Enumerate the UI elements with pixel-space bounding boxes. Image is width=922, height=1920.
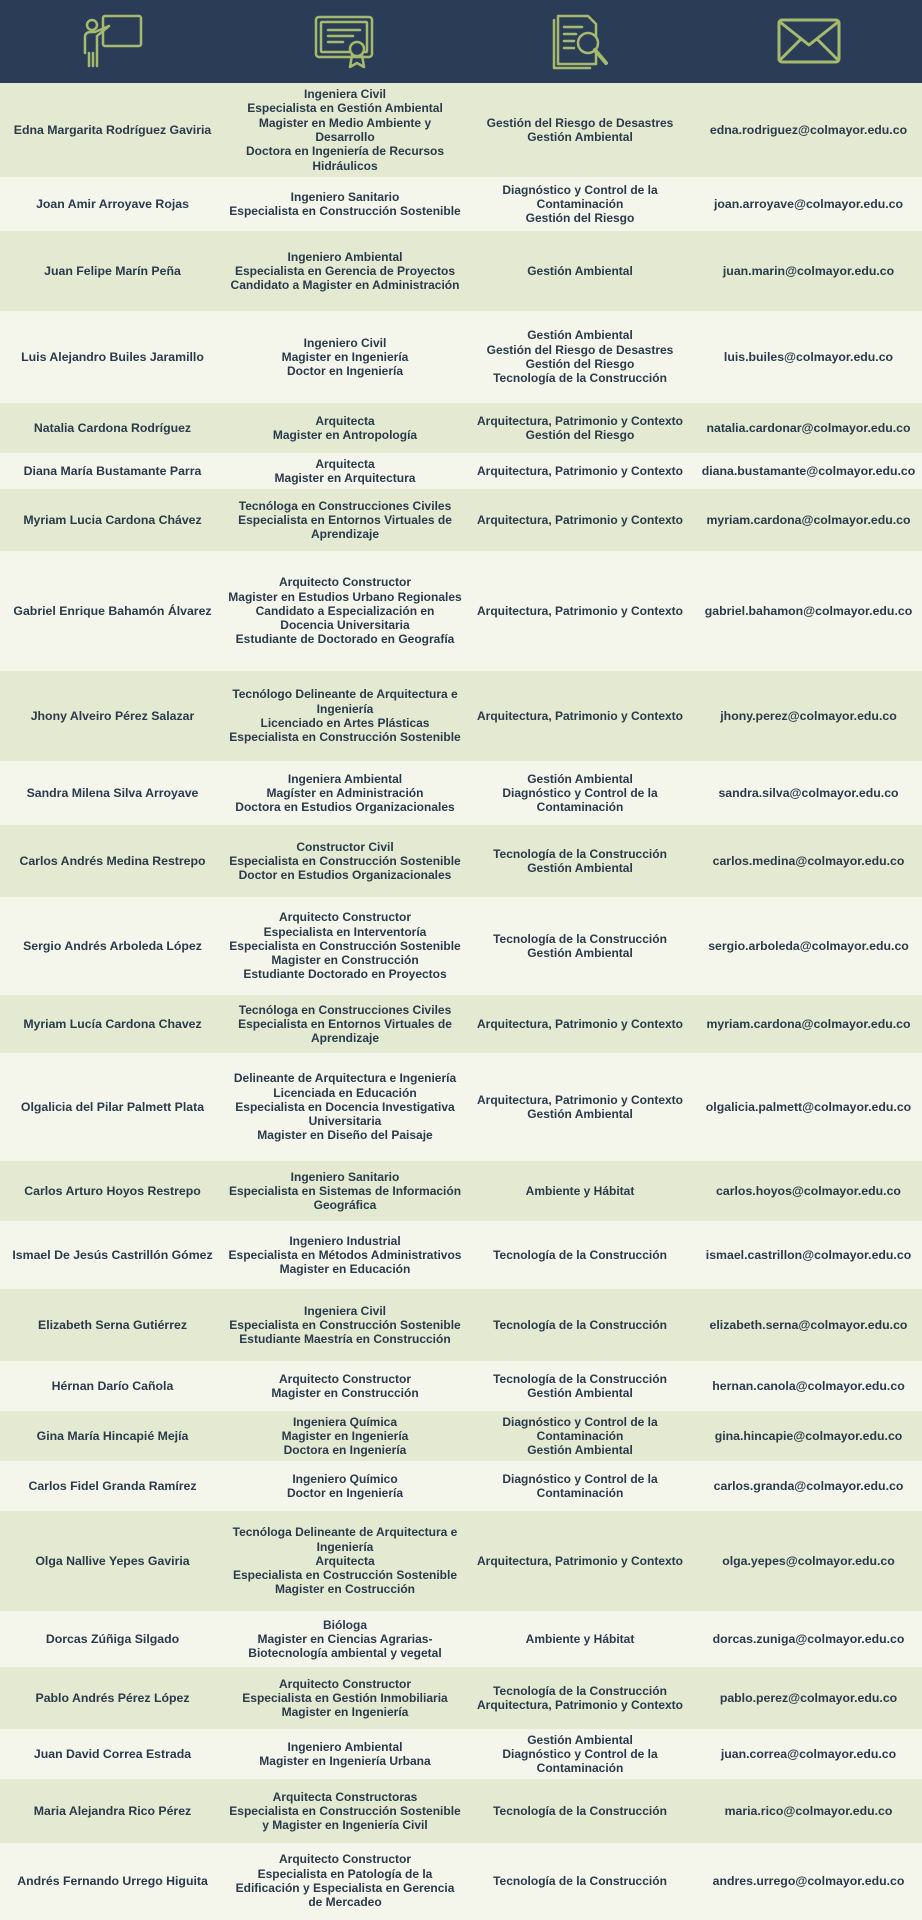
faculty-name: Carlos Andrés Medina Restrepo [19, 853, 206, 868]
faculty-degrees: Arquitecta Magister en Antropología [272, 413, 418, 442]
faculty-areas: Arquitectura, Patrimonio y Contexto [476, 1553, 684, 1568]
faculty-degrees: Ingeniero Civil Magister en Ingeniería Doctor en Ingeniería [281, 335, 409, 379]
faculty-areas: Arquitectura, Patrimonio y Contexto Gestión del Riesgo [476, 413, 684, 442]
table-row [0, 1729, 922, 1779]
faculty-areas: Gestión Ambiental Diagnóstico y Control de la Contaminación [502, 1732, 658, 1776]
faculty-areas: Arquitectura, Patrimonio y Contexto [476, 463, 684, 478]
faculty-name: Joan Amir Arroyave Rojas [36, 196, 189, 211]
faculty-areas: Diagnóstico y Control de la Contaminación Gestión del Riesgo [502, 182, 658, 226]
faculty-name: Myriam Lucía Cardona Chavez [23, 1016, 202, 1031]
faculty-degrees: Ingeniero Sanitario Especialista en Construcción Sostenible [229, 189, 461, 218]
header-areas-cell [465, 13, 695, 71]
faculty-degrees: Ingeniero Ambiental Especialista en Gerencia de Proyectos Candidato a Magister en Administración [230, 249, 460, 293]
envelope-icon [776, 17, 842, 67]
table-row [0, 453, 922, 489]
table-row [0, 671, 922, 761]
faculty-name: Olga Nallive Yepes Gaviria [35, 1553, 190, 1568]
table-row [0, 551, 922, 671]
faculty-name: Luis Alejandro Builes Jaramillo [21, 349, 204, 364]
faculty-areas: Gestión Ambiental [527, 263, 633, 278]
faculty-email[interactable]: diana.bustamante@colmayor.edu.co [701, 463, 916, 478]
faculty-areas: Ambiente y Hábitat [525, 1631, 635, 1646]
faculty-email[interactable]: dorcas.zuniga@colmayor.edu.co [712, 1631, 905, 1646]
faculty-name: Gina María Hincapié Mejía [36, 1428, 189, 1443]
table-row [0, 995, 922, 1053]
faculty-degrees: Arquitecta Magister en Arquitectura [274, 456, 416, 485]
faculty-email[interactable]: maria.rico@colmayor.edu.co [724, 1803, 893, 1818]
faculty-email[interactable]: carlos.medina@colmayor.edu.co [712, 853, 905, 868]
faculty-degrees: Arquitecta Constructoras Especialista en Construcción Sostenible y Magister en Ingeniería Civil [229, 1789, 461, 1833]
teacher-at-board-icon [81, 13, 145, 71]
table-row [0, 1361, 922, 1411]
faculty-degrees: Tecnóloga Delineante de Arquitectura e Ingeniería Arquitecta Especialista en Costrucción Sostenible Magister en Costrucción [232, 1525, 458, 1597]
faculty-email[interactable]: joan.arroyave@colmayor.edu.co [713, 196, 903, 211]
faculty-name: Carlos Fidel Granda Ramírez [28, 1478, 197, 1493]
faculty-name: Elizabeth Serna Gutiérrez [38, 1317, 187, 1332]
faculty-name: Sandra Milena Silva Arroyave [26, 785, 199, 800]
faculty-degrees: Ingeniera Ambiental Magíster en Administración Doctora en Estudios Organizacionales [235, 771, 455, 815]
table-row [0, 1289, 922, 1361]
table-row [0, 1843, 922, 1919]
faculty-email[interactable]: juan.correa@colmayor.edu.co [720, 1746, 897, 1761]
table-row [0, 1411, 922, 1461]
document-magnifier-icon [548, 13, 612, 71]
table-row [0, 489, 922, 551]
faculty-areas: Diagnóstico y Control de la Contaminación Gestión Ambiental [502, 1414, 658, 1458]
faculty-degrees: Tecnóloga en Construcciones Civiles Especialista en Entornos Virtuales de Aprendizaje [238, 498, 452, 542]
faculty-email[interactable]: carlos.granda@colmayor.edu.co [713, 1478, 904, 1493]
faculty-email[interactable]: gabriel.bahamon@colmayor.edu.co [704, 603, 913, 618]
faculty-areas: Arquitectura, Patrimonio y Contexto [476, 512, 684, 527]
faculty-name: Edna Margarita Rodríguez Gaviria [13, 122, 212, 137]
table-row [0, 1053, 922, 1161]
faculty-areas: Arquitectura, Patrimonio y Contexto [476, 708, 684, 723]
table-row [0, 83, 922, 177]
table-row [0, 1161, 922, 1221]
faculty-email[interactable]: juan.marin@colmayor.edu.co [722, 263, 895, 278]
faculty-email[interactable]: pablo.perez@colmayor.edu.co [719, 1690, 898, 1705]
faculty-degrees: Tecnóloga en Construcciones Civiles Especialista en Entornos Virtuales de Aprendizaje [238, 1002, 452, 1046]
faculty-name: Andrés Fernando Urrego Higuita [17, 1873, 208, 1888]
faculty-email[interactable]: ismael.castrillon@colmayor.edu.co [705, 1247, 912, 1262]
faculty-email[interactable]: sandra.silva@colmayor.edu.co [718, 785, 899, 800]
header-teacher-cell [0, 13, 225, 71]
table-row [0, 1511, 922, 1611]
faculty-email[interactable]: luis.builes@colmayor.edu.co [723, 349, 894, 364]
faculty-areas: Tecnología de la Construcción Gestión Ambiental [493, 931, 667, 960]
faculty-areas: Arquitectura, Patrimonio y Contexto [476, 603, 684, 618]
faculty-email[interactable]: gina.hincapie@colmayor.edu.co [714, 1428, 903, 1443]
table-header [0, 0, 922, 83]
table-row [0, 897, 922, 995]
faculty-degrees: Arquitecto Constructor Especialista en Gestión Inmobiliaria Magister en Ingeniería [242, 1676, 448, 1720]
faculty-degrees: Ingeniero Sanitario Especialista en Sistemas de Información Geográfica [228, 1169, 462, 1213]
faculty-name: Sergio Andrés Arboleda López [23, 938, 202, 953]
faculty-areas: Tecnología de la Construcción Gestión Ambiental [493, 1371, 667, 1400]
faculty-table [0, 83, 922, 1919]
faculty-email[interactable]: andres.urrego@colmayor.edu.co [712, 1873, 905, 1888]
faculty-email[interactable]: natalia.cardonar@colmayor.edu.co [706, 420, 911, 435]
faculty-name: Juan David Correa Estrada [33, 1746, 192, 1761]
table-row [0, 231, 922, 311]
faculty-areas: Tecnología de la Construcción [493, 1873, 667, 1888]
faculty-degrees: Ingeniero Industrial Especialista en Métodos Administrativos Magister en Educación [228, 1233, 462, 1277]
table-row [0, 761, 922, 825]
faculty-email[interactable]: jhony.perez@colmayor.edu.co [720, 708, 897, 723]
faculty-name: Hérnan Darío Cañola [51, 1378, 174, 1393]
faculty-name: Jhony Alveiro Pérez Salazar [30, 708, 195, 723]
table-row [0, 1221, 922, 1289]
faculty-degrees: Constructor Civil Especialista en Construcción Sostenible Doctor en Estudios Organizacionales [229, 839, 461, 883]
faculty-areas: Tecnología de la Construcción [493, 1317, 667, 1332]
faculty-areas: Ambiente y Hábitat [525, 1183, 635, 1198]
faculty-areas: Tecnología de la Construcción [493, 1803, 667, 1818]
faculty-email[interactable]: carlos.hoyos@colmayor.edu.co [716, 1183, 901, 1198]
faculty-areas: Diagnóstico y Control de la Contaminación [502, 1471, 658, 1500]
header-degrees-cell [225, 13, 465, 71]
faculty-degrees: Tecnólogo Delineante de Arquitectura e Ingeniería Licenciado en Artes Plásticas Especialista en Construcción Sostenible [229, 687, 461, 745]
certificate-diploma-icon [313, 13, 377, 71]
faculty-degrees: Ingeniero Químico Doctor en Ingeniería [286, 1471, 404, 1500]
faculty-name: Ismael De Jesús Castrillón Gómez [12, 1247, 213, 1262]
faculty-degrees: Bióloga Magister en Ciencias Agrarias- Biotecnología ambiental y vegetal [248, 1617, 442, 1661]
faculty-degrees: Delineante de Arquitectura e Ingeniería Licenciada en Educación Especialista en Docencia Investigativa Universitaria Magister en Diseño del Paisaje [233, 1071, 457, 1143]
faculty-degrees: Arquitecto Constructor Magister en Construcción [271, 1371, 419, 1400]
table-row [0, 1461, 922, 1511]
faculty-email[interactable]: olgalicia.palmett@colmayor.edu.co [705, 1099, 912, 1114]
faculty-areas: Tecnología de la Construcción [493, 1247, 667, 1262]
faculty-areas: Gestión Ambiental Gestión del Riesgo de Desastres Gestión del Riesgo Tecnología de la Construcción [486, 328, 674, 386]
table-row [0, 1611, 922, 1667]
faculty-email[interactable]: sergio.arboleda@colmayor.edu.co [708, 938, 909, 953]
faculty-email[interactable]: elizabeth.serna@colmayor.edu.co [709, 1317, 908, 1332]
table-row [0, 1667, 922, 1729]
faculty-name: Natalia Cardona Rodríguez [33, 420, 192, 435]
header-email-cell [695, 17, 922, 67]
faculty-name: Myriam Lucia Cardona Chávez [23, 512, 202, 527]
faculty-name: Carlos Arturo Hoyos Restrepo [24, 1183, 201, 1198]
faculty-name: Olgalicia del Pilar Palmett Plata [20, 1099, 205, 1114]
faculty-degrees: Ingeniero Ambiental Magister en Ingeniería Urbana [259, 1739, 431, 1768]
faculty-degrees: Arquitecto Constructor Magister en Estudios Urbano Regionales Candidato a Especialización en Docencia Universitaria Estudiante de Doctorado en Geografía [228, 575, 462, 647]
faculty-name: Diana María Bustamante Parra [23, 463, 202, 478]
faculty-email[interactable]: olga.yepes@colmayor.edu.co [722, 1553, 895, 1568]
faculty-name: Maria Alejandra Rico Pérez [33, 1803, 192, 1818]
table-row [0, 825, 922, 897]
faculty-degrees: Arquitecto Constructor Especialista en Interventoría Especialista en Construcción Sostenible Magister en Construcción Estudiante Doctorado en Proyectos [229, 910, 461, 982]
faculty-areas: Arquitectura, Patrimonio y Contexto Gestión Ambiental [476, 1092, 684, 1121]
table-row [0, 177, 922, 231]
faculty-email[interactable]: myriam.cardona@colmayor.edu.co [706, 512, 911, 527]
faculty-areas: Tecnología de la Construcción Gestión Ambiental [493, 846, 667, 875]
faculty-degrees: Ingeniera Civil Especialista en Construcción Sostenible Estudiante Maestría en Construcción [229, 1303, 461, 1347]
faculty-degrees: Arquitecto Constructor Especialista en Patología de la Edificación y Especialista en Gerencia de Mercadeo [235, 1852, 455, 1910]
table-row [0, 311, 922, 403]
faculty-name: Pablo Andrés Pérez López [35, 1690, 190, 1705]
faculty-areas: Arquitectura, Patrimonio y Contexto [476, 1016, 684, 1031]
faculty-email[interactable]: myriam.cardona@colmayor.edu.co [706, 1016, 911, 1031]
faculty-name: Juan Felipe Marín Peña [44, 263, 181, 278]
faculty-email[interactable]: hernan.canola@colmayor.edu.co [712, 1378, 905, 1393]
faculty-degrees: Ingeniera Civil Especialista en Gestión Ambiental Magister en Medio Ambiente y Desarrollo Doctora en Ingeniería de Recursos Hidráulicos [245, 87, 445, 173]
table-row [0, 403, 922, 453]
faculty-name: Gabriel Enrique Bahamón Álvarez [13, 603, 212, 618]
faculty-areas: Tecnología de la Construcción Arquitectura, Patrimonio y Contexto [476, 1683, 684, 1712]
faculty-email[interactable]: edna.rodriguez@colmayor.edu.co [709, 122, 908, 137]
faculty-areas: Gestión del Riesgo de Desastres Gestión Ambiental [486, 115, 674, 144]
faculty-areas: Gestión Ambiental Diagnóstico y Control de la Contaminación [502, 771, 658, 815]
faculty-degrees: Ingeniera Química Magister en Ingeniería Doctora en Ingeniería [281, 1414, 409, 1458]
faculty-name: Dorcas Zúñiga Silgado [45, 1631, 180, 1646]
table-row [0, 1779, 922, 1843]
